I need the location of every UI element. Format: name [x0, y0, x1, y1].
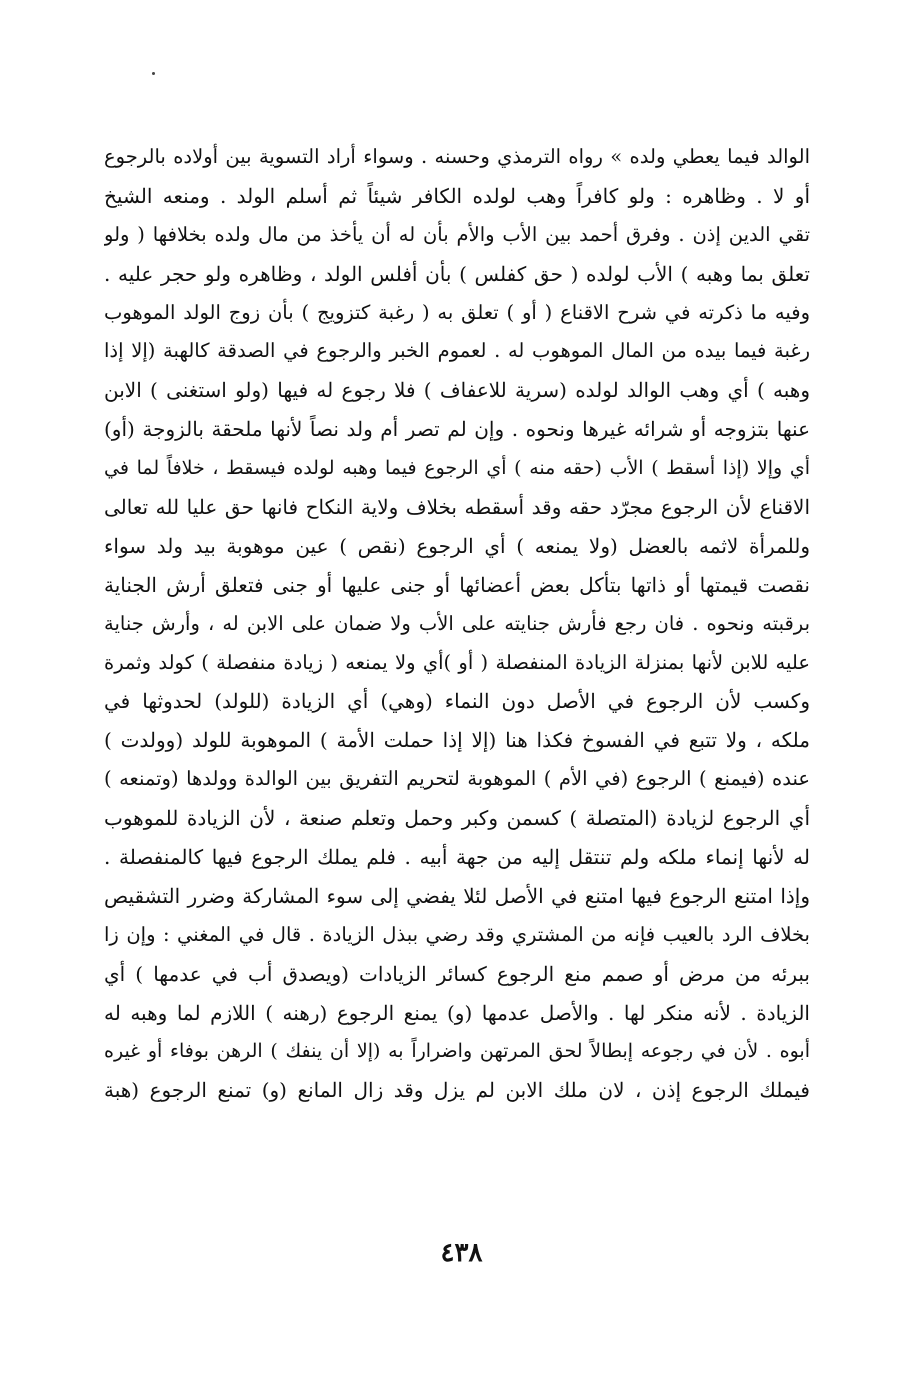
text-line-10: الاقناع لأن الرجوع مجرّد حقه وقد أسقطه بخلاف ولاية النكاح فانها حق عليا لله تعالى	[104, 495, 810, 520]
text-line-11: وللمرأة لاثمه بالعضل (ولا يمنعه ) أي الرجوع (نقص ) عين موهوبة بيد ولد سواء	[104, 533, 810, 558]
text-line-9: أي وإلا (إذا أسقط ) الأب (حقه منه ) أي الرجوع فيما وهبه لولده فيسقط ، خلافاً لما في	[104, 457, 810, 480]
text-line-23: الزيادة . لأنه منكر لها . والأصل عدمها (و) يمنع الرجوع (رهنه ) اللازم لما وهبه له	[104, 1000, 810, 1025]
text-line-1: الوالد فيما يعطي ولده » رواه الترمذي وحسنه . وسواء أراد التسوية بين أولاده بالرجوع	[104, 145, 810, 168]
text-line-14: عليه للابن لأنها بمنزلة الزيادة المنفصلة ( أو )أي ولا يمنعه ( زيادة منفصلة ) كولد وثمرة	[104, 650, 810, 674]
text-line-8: عنها بتزوجه أو شرائه غيرها ونحوه . وإن لم تصر أم ولد نصاً لأنها ملحقة بالزوجة (أو)	[104, 417, 810, 442]
text-line-2: أو لا . وظاهره : ولو كافراً وهب لولده الكافر شيئاً ثم أسلم الولد . ومنعه الشيخ	[104, 183, 810, 208]
page-number: ٤٣٨	[440, 1238, 483, 1268]
text-line-7: وهبه ) أي وهب الوالد لولده (سرية للاعفاف ) فلا رجوع له فيها (ولو استغنى ) الابن	[104, 378, 810, 403]
text-line-16: ملكه ، ولا تتبع في الفسوخ فكذا هنا (إلا إذا حملت الأمة ) الموهوبة للولد (وولدت )	[104, 728, 810, 753]
text-line-18: أي الرجوع لزيادة (المتصلة ) كسمن وكبر وحمل وتعلم صنعة ، لأن الزيادة للموهوب	[104, 806, 810, 831]
text-line-20: وإذا امتنع الرجوع فيها امتنع في الأصل لئلا يفضي إلى سوء المشاركة وضرر التشقيص	[104, 883, 810, 908]
body-text	[104, 138, 810, 1110]
text-line-19: له لأنها إنماء ملكه ولم تنتقل إليه من جهة أبيه . فلم يملك الرجوع فيها كالمنفصلة .	[104, 845, 810, 870]
text-line-4: تعلق بما وهبه ) الأب لولده ( حق كفلس ) بأن أفلس الولد ، وظاهره ولو حجر عليه .	[104, 261, 810, 286]
text-line-6: رغبة فيما بيده من المال الموهوب له . لعموم الخبر والرجوع في الصدقة كالهبة (إلا إذا	[104, 339, 810, 363]
text-line-5: وفيه ما ذكرته في شرح الاقناع ( أو ) تعلق به ( رغبة كتزويج ) بأن زوج الولد الموهوب	[104, 300, 810, 324]
text-line-17: عنده (فيمنع ) الرجوع (في الأم ) الموهوبة لتحريم التفريق بين الوالدة وولدها (وتمنعه )	[104, 767, 810, 791]
text-line-13: برقبته ونحوه . فان رجع فأرش جنايته على الأب ولا ضمان على الابن له ، وأرش جناية	[104, 611, 810, 635]
text-line-15: وكسب لأن الرجوع في الأصل دون النماء (وهي) أي الزيادة (للولد) لحدوثها في	[104, 689, 810, 714]
stray-mark	[152, 72, 155, 75]
text-line-25: فيملك الرجوع إذن ، لان ملك الابن لم يزل وقد زال المانع (و) تمنع الرجوع (هبة	[104, 1078, 810, 1103]
text-line-12: نقصت قيمتها أو ذاتها بتأكل بعض أعضائها أو جنى عليها أو جنى فتعلق أرش الجناية	[104, 572, 810, 597]
text-line-22: ببرئه من مرض أو صمم منع الرجوع كسائر الزيادات (ويصدق أب في عدمها ) أي	[104, 961, 810, 986]
text-line-3: تقي الدين إذن . وفرق أحمد بين الأب والأم بأن له أن يأخذ من مال ولده بخلافها ( ولو	[104, 222, 810, 246]
text-line-24: أبوه . لأن في رجوعه إبطالاً لحق المرتهن واضراراً به (إلا أن ينفك ) الرهن بوفاء أو غيره	[104, 1040, 810, 1063]
text-line-21: بخلاف الرد بالعيب فإنه من المشتري وقد رضي ببذل الزيادة . قال في المغني : وإن زا	[104, 922, 810, 946]
